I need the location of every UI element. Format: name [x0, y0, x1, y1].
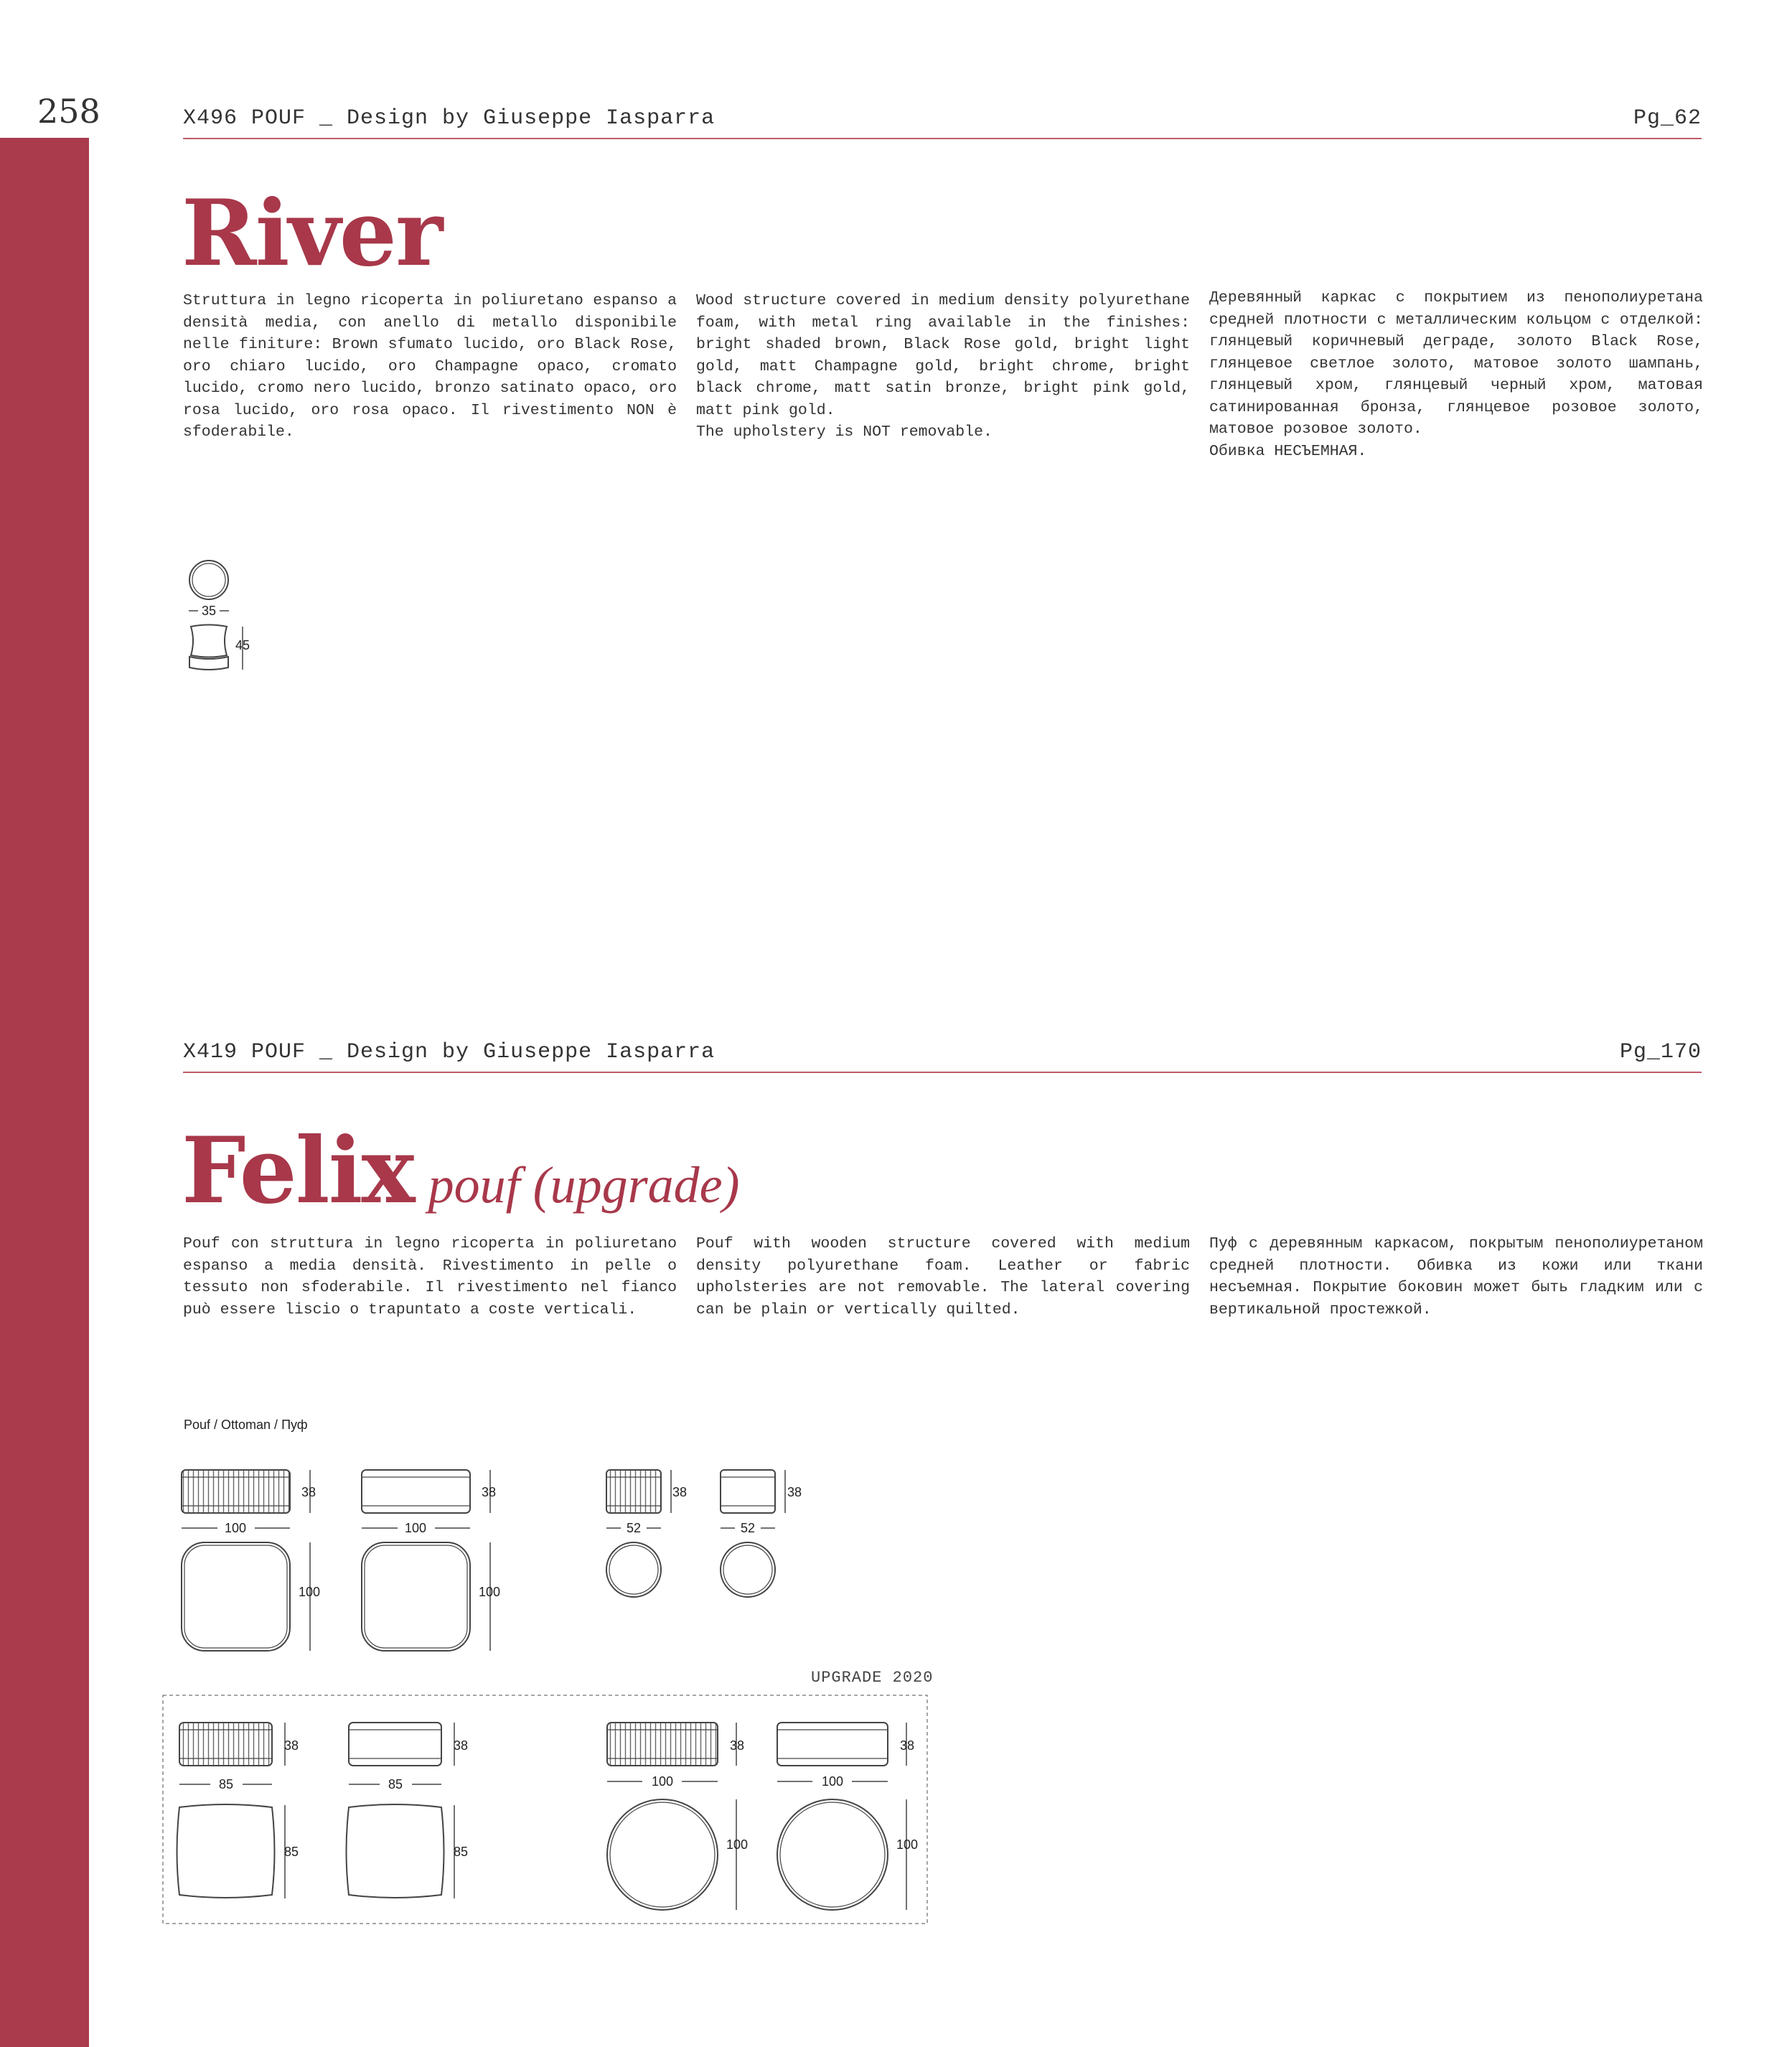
dimension-label: 85: [454, 1845, 469, 1859]
product-title-text: Felix: [182, 1118, 414, 1224]
dimension-label: 38: [730, 1738, 745, 1753]
upgrade-label: UPGRADE 2020: [811, 1669, 934, 1687]
dimension-label: 38: [787, 1485, 802, 1499]
page-reference: Pg_170: [1619, 1040, 1702, 1064]
category-label: Pouf / Ottoman / Пуф: [184, 1418, 308, 1432]
dimension-label: 38: [672, 1485, 688, 1499]
dimension-label: 100: [896, 1837, 919, 1852]
page-reference: Pg_62: [1633, 106, 1702, 131]
description-text: Pouf con struttura in legno ricoperta in poliuretano espanso a media densità. Rivestimento in pelle o tessuto non sfoderabile. Il rivestimento nel fianco può essere liscio o trapuntato a coste verticali.: [183, 1235, 677, 1318]
dimension-label: 45: [235, 638, 250, 652]
dimension-label: 85: [218, 1777, 234, 1791]
dimension-label: 100: [299, 1585, 321, 1599]
description-text: Pouf with wooden structure covered with medium density polyurethane foam. Leather or fabric upholsteries are not removable. The lateral covering can be plain or vertically quilted.: [696, 1235, 1190, 1318]
dimension-label: 85: [388, 1777, 403, 1791]
description-text: Деревянный каркас с покрытием из пенополиуретана средней плотности с металлическим кольцом с отделкой: глянцевый коричневый деграде, золото Black Rose, глянцевое светлое золото, матовое золото шампань, глянцевый хром, глянцевый черный хром, матовая сатинированная бронза, глянцевое розовое золото, матовое розовое золото.: [1209, 289, 1703, 438]
description-text: Wood structure covered in medium density polyurethane foam, with metal ring available in the finishes: bright shaded brown, Black Rose gold, bright light gold, matt Champagne gold, bright chrome, bright black chrome, matt satin bronze, bright pink gold, matt pink gold.: [696, 292, 1190, 419]
dimension-label: 100: [821, 1774, 844, 1789]
dimension-label: 85: [284, 1845, 299, 1859]
product-title: River: [182, 180, 442, 286]
dimension-label: 100: [726, 1837, 749, 1852]
description-text: Обивка НЕСЪЕМНАЯ.: [1209, 442, 1367, 460]
dimension-label: 52: [626, 1521, 642, 1535]
dimension-labels: [202, 604, 918, 1859]
product-code-line: X496 POUF _ Design by Giuseppe Iasparra: [183, 106, 716, 131]
page-number: 258: [37, 92, 100, 131]
dimension-label: 38: [900, 1738, 915, 1753]
dimension-label: 100: [404, 1521, 427, 1535]
dimension-label: 38: [454, 1738, 469, 1753]
dimension-label: 38: [482, 1485, 497, 1499]
dimension-label: 38: [284, 1738, 299, 1753]
dimension-label: 100: [224, 1521, 247, 1535]
description-text: Пуф с деревянным каркасом, покрытым пенополиуретаном средней плотности. Обивка из кожи или ткани несъемная. Покрытие боковин может быть гладким или с вертикальной простежкой.: [1209, 1235, 1703, 1318]
product-code-line: X419 POUF _ Design by Giuseppe Iasparra: [183, 1040, 716, 1064]
dimension-label: 100: [479, 1585, 501, 1599]
dimension-label: 38: [301, 1485, 316, 1499]
description-text: Struttura in legno ricoperta in poliuretano espanso a densità media, con anello di metallo disponibile nelle finiture: Brown sfumato lucido, oro Black Rose, oro chiaro lucido, oro Champagne opaco, cromato lucido, cromo nero lucido, bronzo satinato opaco, oro rosa lucido, oro rosa opaco. Il rivestimento NON è sfoderabile.: [183, 292, 677, 441]
dimension-label: 52: [740, 1521, 756, 1535]
product-subtitle: pouf (upgrade): [428, 1156, 740, 1214]
description-text: The upholstery is NOT removable.: [696, 423, 993, 441]
dimension-label: 35: [201, 604, 217, 618]
dimension-label: 100: [651, 1774, 674, 1789]
